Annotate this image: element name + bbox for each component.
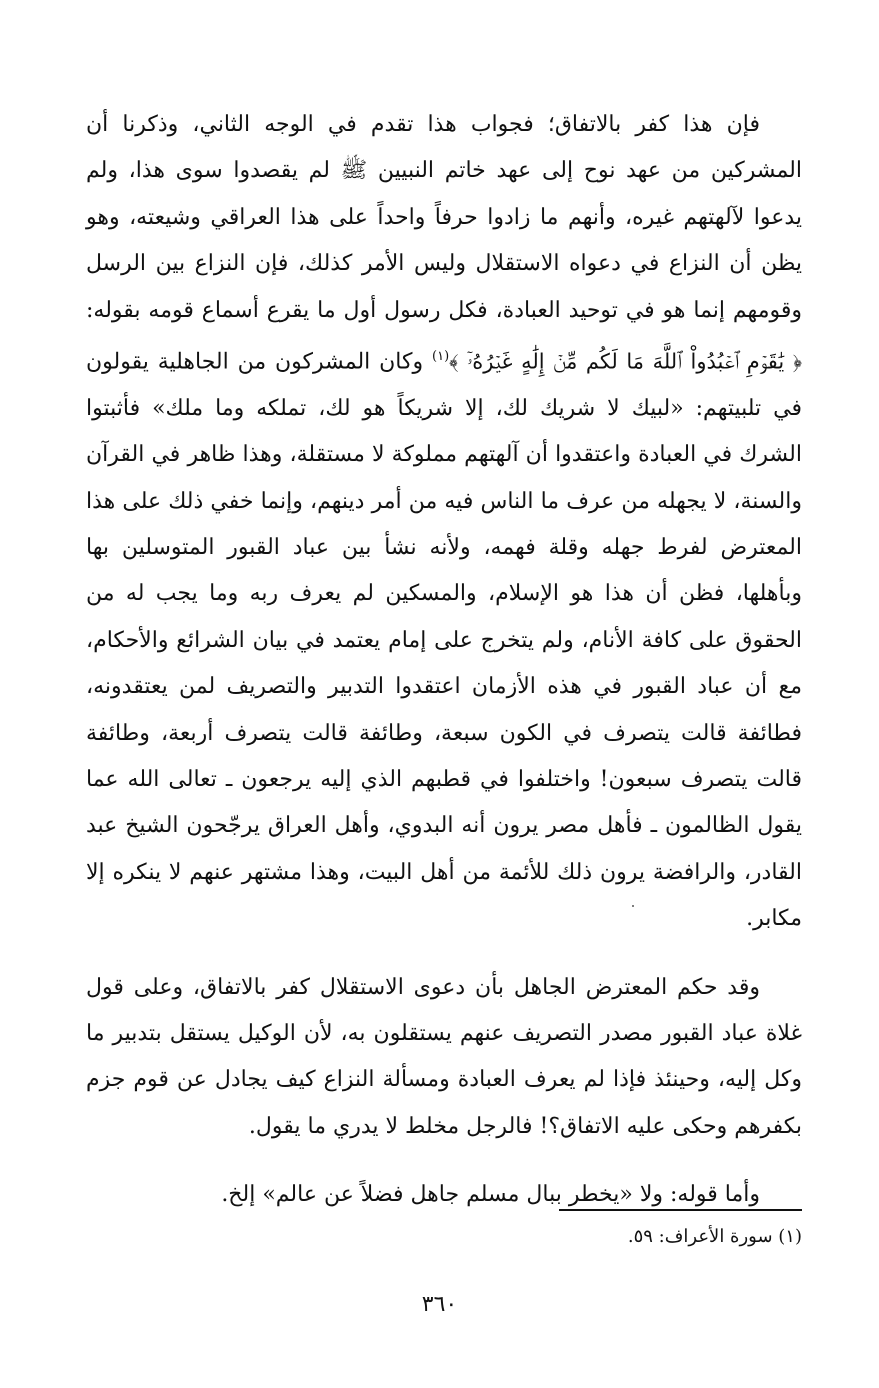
scan-speck (632, 905, 634, 907)
paragraph-2: وقد حكم المعترض الجاهل بأن دعوى الاستقلال كفر بالاتفاق، وعلى قول غلاة عباد القبور مصدر التصريف عنهم يستقلون به، لأن الوكيل يستقل بتدبير ما وكل إليه، وحينئذ فإذا لم يعرف العبادة ومسألة النزاع كيف يجادل عن قوم جزم بكفرهم وحكى عليه الاتفاق؟! فالرجل مخلط لا يدري ما يقول. (86, 974, 802, 1139)
page-body (86, 102, 802, 1219)
paragraph-1 (86, 102, 802, 943)
quran-verse: ﴿ يَٰقَوۡمِ ٱعۡبُدُواْ ٱللَّهَ مَا لَكُم مِّنۡ إِلَٰهٍ غَيۡرُهُۥٓ ﴾ (449, 349, 803, 374)
paragraph-1-text-b: وكان المشركون من الجاهلية يقولون في تلبيتهم: «لبيك لا شريك لك، إلا شريكاً هو لك، تملكه وما ملك» فأثبتوا الشرك في العبادة واعتقدوا أن آلهتهم مملوكة لا مستقلة، وهذا ظاهر في القرآن والسنة، لا يجهله من عرف ما الناس فيه من أمر دينهم، وإنما خفي ذلك على هذا المعترض لفرط جهله وقلة فهمه، ولأنه نشأ بين عباد القبور المتوسلين بها وبأهلها، فظن أن هذا هو الإسلام، والمسكين لم يعرف ربه وما يجب له من الحقوق على كافة الأنام، ولم يتخرج على إمام يعتمد في بيان الشرائع والأحكام، مع أن عباد القبور في هذه الأزمان اعتقدوا التدبير والتصريف لمن يعتقدونه، فطائفة قالت يتصرف في الكون سبعة، وطائفة قالت يتصرف أربعة، وطائفة قالت يتصرف سبعون! واختلفوا في قطبهم الذي إليه يرجعون ـ تعالى الله عما يقول الظالمون ـ فأهل مصر يرون أنه البدوي، وأهل العراق يرجّحون الشيخ عبد القادر، والرافضة يرون ذلك للأئمة من أهل البيت، وهذا مشتهر عنهم لا ينكره إلا مكابر. (86, 349, 802, 932)
page-number: ٣٦٠ (421, 1292, 458, 1317)
footnote-divider (559, 1209, 802, 1211)
paragraph-1-text-a: فإن هذا كفر بالاتفاق؛ فجواب هذا تقدم في الوجه الثاني، وذكرنا أن المشركين من عهد نوح إلى عهد خاتم النبيين ﷺ لم يقصدوا سوى هذا، ولم يدعوا لآلهتهم غيره، وأنهم ما زادوا حرفاً واحداً على هذا العراقي وشيعته، وهو يظن أن النزاع في دعواه الاستقلال وليس الأمر كذلك، فإن النزاع بين الرسل وقومهم إنما هو في توحيد العبادة، فكل رسول أول ما يقرع أسماع قومه بقوله: (86, 112, 802, 323)
footnote: (١) سورة الأعراف: ٥٩. (627, 1226, 802, 1247)
paragraph-3: وأما قوله: ولا «يخطر ببال مسلم جاهل فضلاً عن عالم» إلخ. (221, 1182, 760, 1208)
footnote-reference[interactable]: (١) (432, 349, 450, 365)
